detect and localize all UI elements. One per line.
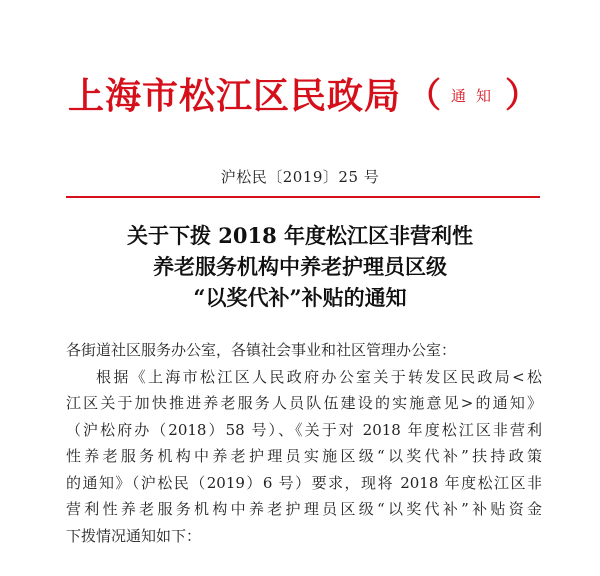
document-body <box>66 337 542 549</box>
document-type: 通知 <box>451 87 502 105</box>
title-line: “以奖代补”补贴的通知 <box>193 285 407 310</box>
agency-name: 上海市松江区民政局 <box>68 75 402 117</box>
paragraph-line: 根据《上海市松江区人民政府办公室关于转发区民政局<松 <box>96 367 542 386</box>
title-line: 关于下拨 2018 年度松江区非营利性 <box>126 223 474 248</box>
document-number: 沪松民〔2019〕25 号 <box>220 168 380 186</box>
red-divider-line <box>66 196 540 198</box>
paragraph-line: 性养老服务机构中养老护理员实施区级“以奖代补”扶持政策 <box>66 447 542 465</box>
paragraph-line: 下拨情况通知如下： <box>66 526 202 545</box>
title-line: 养老服务机构中养老护理员区级 <box>153 254 447 279</box>
letterhead <box>68 70 538 122</box>
document-title <box>0 220 600 313</box>
paragraph-line: 江区关于加快推进养老服务人员队伍建设的实施意见>的通知》 <box>66 394 542 412</box>
left-paren: （ <box>407 76 442 116</box>
addressee: 各街道社区服务办公室，各镇社会事业和社区管理办公室： <box>66 341 457 359</box>
paragraph-line: 的通知》（沪松民（2019）6 号）要求，现将 2018 年度松江区非 <box>66 473 542 492</box>
right-paren: ） <box>505 76 540 116</box>
paragraph-line: （沪松府办（2018）58 号）、《关于对 2018 年度松江区非营利 <box>66 420 542 439</box>
paragraph-line: 营利性养老服务机构中养老护理员区级“以奖代补”补贴资金 <box>66 500 542 518</box>
